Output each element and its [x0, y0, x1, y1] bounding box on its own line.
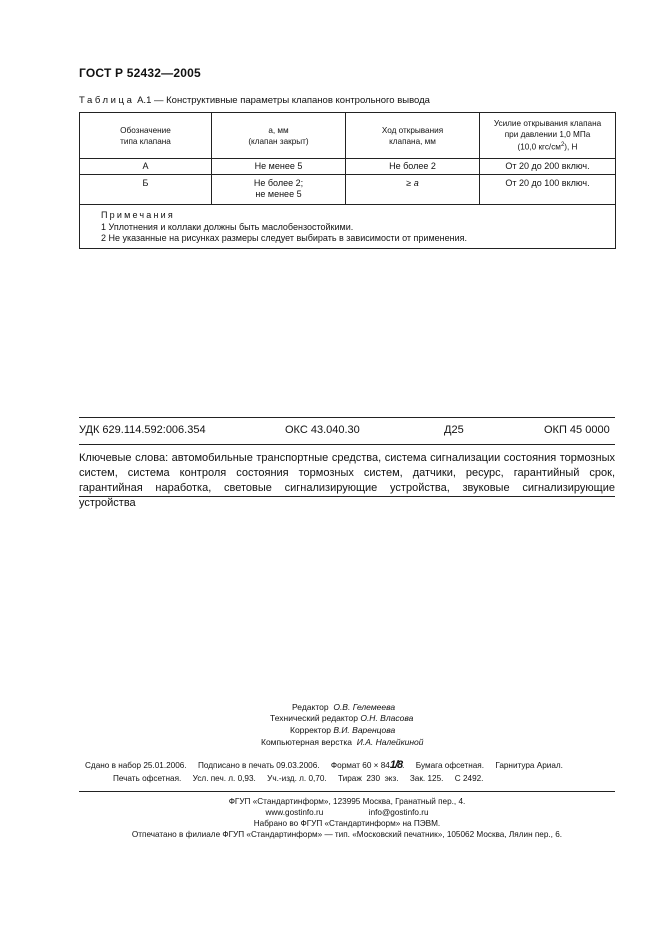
- table-caption: [79, 95, 430, 106]
- okp-code: ОКП 45 0000: [544, 424, 610, 436]
- keywords-paragraph: Ключевые слова: автомобильные транспортные средства, система сигнализации состояния тормозных систем, система контроля состояния тормозных систем, датчики, ресурс, гарантийный срок, гарантийная наработка, световые сигнализирующие устройства, звуковые сигнализирующие устройства: [79, 452, 615, 509]
- credit-layout: [261, 737, 424, 747]
- header-text: Обозначение: [120, 125, 171, 135]
- divider-middle: [79, 444, 615, 445]
- imprint-line-2: Печать офсетная. Усл. печ. л. 0,93. Уч.-изд. л. 0,70. Тираж 230 экз. Зак. 125. С 2492.: [113, 774, 484, 783]
- table-row: [80, 175, 616, 205]
- header-text: Усилие открывания клапана: [493, 119, 602, 129]
- credit-role: Компьютерная верстка: [261, 737, 353, 747]
- credit-role: Технический редактор: [270, 713, 358, 723]
- table-row: [80, 159, 616, 175]
- credit-editor: [292, 702, 395, 712]
- divider-bottom: [79, 496, 615, 497]
- cell-a: Не менее 5: [212, 159, 346, 175]
- credit-name: В.И. Варенцова: [333, 725, 396, 735]
- publisher-website[interactable]: www.gostinfo.ru: [265, 808, 324, 817]
- header-text: при давлении 1,0 МПа: [504, 130, 591, 140]
- note-item: 1 Уплотнения и коллаки должны быть маслобензостойкими.: [101, 221, 354, 232]
- publisher-email[interactable]: info@gostinfo.ru: [368, 808, 429, 817]
- header-text: (клапан закрыт): [248, 136, 309, 146]
- divider-publisher: [79, 791, 615, 792]
- table-caption-text: — Конструктивные параметры клапанов контрольного вывода: [151, 95, 430, 106]
- valve-parameters-table: [79, 112, 616, 249]
- cell-type: Б: [80, 175, 212, 205]
- header-text: типа клапана: [120, 136, 171, 146]
- table-caption-prefix: Таблица: [79, 95, 135, 106]
- header-superscript: 2: [560, 142, 565, 149]
- notes-heading: Примечания: [101, 210, 175, 220]
- credit-tech-editor: [270, 713, 413, 723]
- udk-code: УДК 629.114.592:006.354: [79, 424, 206, 436]
- imprint-text: Сдано в набор 25.01.2006. Подписано в печать 09.03.2006. Формат 60 × 84: [85, 761, 390, 770]
- cell-a-line: не менее 5: [255, 189, 302, 199]
- credit-name: О.В. Гелемеева: [333, 702, 396, 712]
- header-opening-force: [480, 113, 616, 159]
- cell-stroke: Не более 2: [346, 159, 480, 175]
- cell-force: От 20 до 200 включ.: [480, 159, 616, 175]
- publisher-address: ФГУП «Стандартинформ», 123995 Москва, Гранатный пер., 4.: [228, 797, 466, 806]
- header-text: Ход открывания: [381, 125, 444, 135]
- credit-name: О.Н. Власова: [360, 713, 414, 723]
- credit-role: Корректор: [290, 725, 331, 735]
- publisher-contacts: [79, 808, 615, 817]
- imprint-text: . Бумага офсетная. Гарнитура Ариал.: [402, 761, 563, 770]
- cell-a-line: Не более 2;: [253, 178, 304, 188]
- cell-a: [212, 175, 346, 205]
- cell-force: От 20 до 100 включ.: [480, 175, 616, 205]
- cell-type: А: [80, 159, 212, 175]
- credit-proofreader: [290, 725, 395, 735]
- document-title: ГОСТ Р 52432—2005: [79, 66, 201, 80]
- header-opening-stroke: [346, 113, 480, 159]
- credit-role: Редактор: [292, 702, 329, 712]
- divider-top: [79, 417, 615, 418]
- header-text: a, мм: [268, 125, 289, 135]
- table-caption-number: А.1: [134, 95, 152, 106]
- imprint-line-1: [85, 759, 563, 771]
- d-code: Д25: [444, 424, 464, 436]
- table-header-row: [80, 113, 616, 159]
- format-fraction: 1/8: [389, 759, 403, 771]
- table-notes: [80, 205, 616, 249]
- oks-code: ОКС 43.040.30: [285, 424, 360, 436]
- header-valve-type: [80, 113, 212, 159]
- header-text: ), Н: [564, 142, 578, 152]
- header-text: (10,0 кгс/см: [517, 142, 561, 152]
- table-notes-row: [80, 205, 616, 249]
- cell-stroke: ≥ a: [346, 175, 480, 205]
- publisher-typeset: Набрано во ФГУП «Стандартинформ» на ПЭВМ.: [253, 819, 441, 828]
- credit-name: И.А. Налейкиной: [356, 737, 424, 747]
- header-text: клапана, мм: [389, 136, 436, 146]
- publisher-printed: Отпечатано в филиале ФГУП «Стандартинформ» — тип. «Московский печатник», 105062 Москва, Лялин пер., 6.: [131, 830, 563, 839]
- note-item: 2 Не указанные на рисунках размеры следует выбирать в зависимости от применения.: [101, 233, 467, 243]
- header-dimension-a: [212, 113, 346, 159]
